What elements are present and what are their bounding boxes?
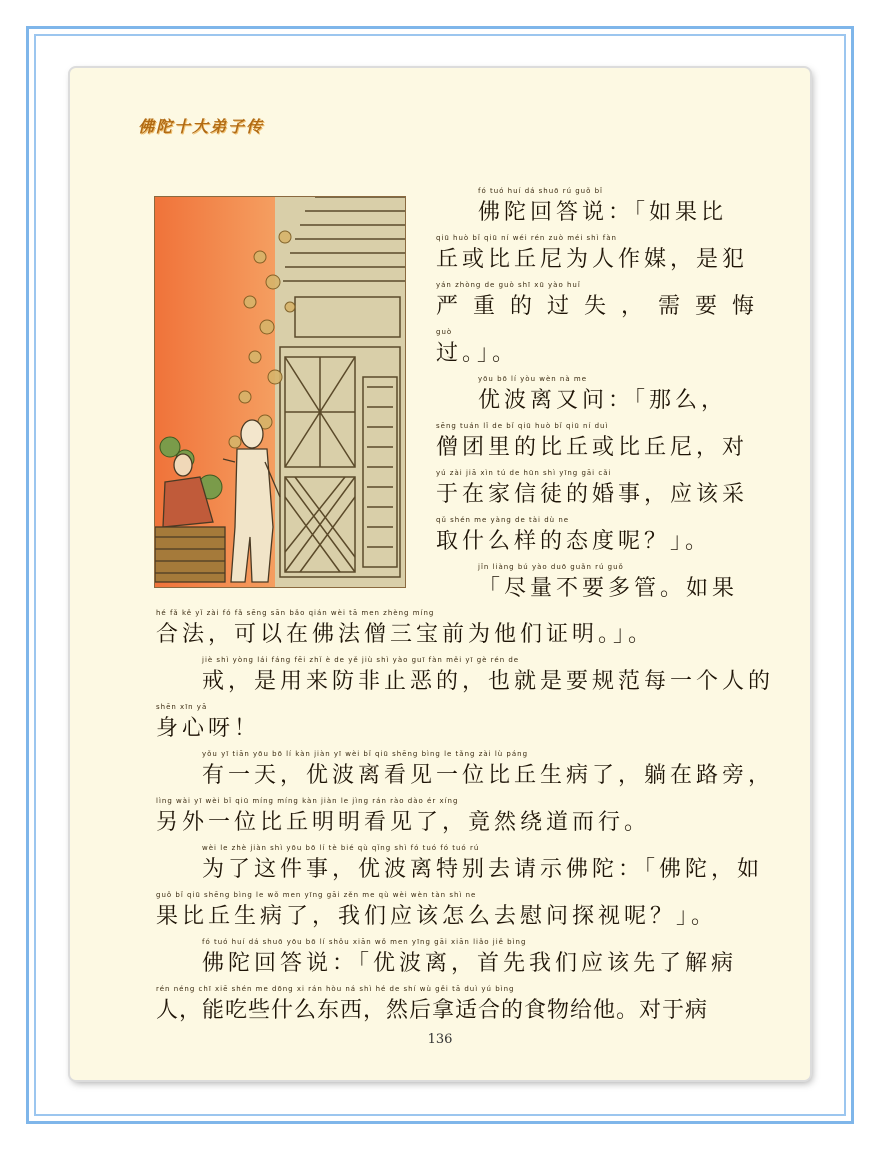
pinyin-line-8: qǔ shén me yàng de tài dù ne <box>436 516 570 524</box>
monk-at-doorway-illustration <box>154 196 406 588</box>
book-page <box>70 68 810 1080</box>
text-line-2: 丘或比丘尼为人作媒，是犯 <box>436 247 749 272</box>
pinyin-line-15: wèi le zhè jiàn shì yōu bō lí tè bié qù qǐng shì fó tuó fó tuó rú <box>202 844 480 852</box>
text-line-9: 「尽量不要多管。如果 <box>478 576 739 601</box>
pinyin-line-2: qiū huò bǐ qiū ní wéi rén zuò méi shì fàn <box>436 234 617 242</box>
text-line-15: 为了这件事，优波离特别去请示佛陀：「佛陀，如 <box>202 857 764 882</box>
text-line-3: 严 重 的 过 失 ， 需 要 悔 <box>436 294 758 319</box>
text-line-14: 另外一位比丘明明看见了，竟然绕道而行。 <box>156 810 651 835</box>
text-line-10: 合法，可以在佛法僧三宝前为他们证明。」。 <box>156 622 655 647</box>
text-line-5: 优波离又问：「那么， <box>478 388 728 413</box>
pinyin-line-13: yǒu yī tiān yōu bō lí kàn jiàn yī wèi bǐ qiū shēng bìng le tǎng zài lù páng <box>202 750 529 758</box>
text-line-13: 有一天，优波离看见一位比丘生病了，躺在路旁， <box>202 763 775 788</box>
pinyin-line-9: jǐn liàng bú yào duō guǎn rú guǒ <box>478 563 624 571</box>
text-line-12: 身心呀！ <box>156 716 261 741</box>
text-line-16: 果比丘生病了，我们应该怎么去慰问探视呢？」。 <box>156 904 718 929</box>
text-line-11: 戒，是用来防非止恶的，也就是要规范每一个人的 <box>202 669 775 694</box>
page-number: 136 <box>427 1032 453 1047</box>
text-line-1: 佛陀回答说：「如果比 <box>478 200 728 225</box>
pinyin-line-6: sēng tuán lǐ de bǐ qiū huò bǐ qiū ní duì <box>436 422 609 430</box>
text-line-7: 于在家信徒的婚事，应该采 <box>436 482 749 507</box>
text-line-6: 僧团里的比丘或比丘尼，对 <box>436 435 749 460</box>
pinyin-line-14: lìng wài yī wèi bǐ qiū míng míng kàn jiàn le jìng rán rào dào ér xíng <box>156 797 459 805</box>
text-line-4: 过。」。 <box>436 341 519 366</box>
pinyin-line-18: rén néng chī xiē shén me dōng xi rán hòu ná shì hé de shí wù gěi tā duì yú bìng <box>156 985 515 993</box>
pinyin-line-1: fó tuó huí dá shuō rú guǒ bǐ <box>478 187 604 195</box>
text-line-8: 取什么样的态度呢？」。 <box>436 529 712 554</box>
pinyin-line-16: guǒ bǐ qiū shēng bìng le wǒ men yīng gāi zěn me qù wèi wèn tàn shì ne <box>156 891 477 899</box>
pinyin-line-17: fó tuó huí dá shuō yōu bō lí shǒu xiān wǒ men yīng gāi xiān liǎo jiě bìng <box>202 938 527 946</box>
pinyin-line-3: yán zhòng de guò shī xū yào huǐ <box>436 281 581 289</box>
pinyin-line-11: jiè shì yòng lái fáng fēi zhǐ è de yě jiù shì yào guī fàn měi yī gè rén de <box>202 656 520 664</box>
pinyin-line-4: guò <box>436 328 453 336</box>
book-title-header: 佛陀十大弟子传 <box>138 117 265 136</box>
pinyin-line-10: hé fǎ kě yǐ zài fó fǎ sēng sān bǎo qián wèi tā men zhèng míng <box>156 609 435 617</box>
pinyin-line-7: yú zài jiā xìn tú de hūn shì yīng gāi cǎi <box>436 469 612 477</box>
text-line-17: 佛陀回答说：「优波离，首先我们应该先了解病 <box>202 951 738 976</box>
text-line-18: 人，能吃些什么东西，然后拿适合的食物给他。对于病 <box>156 998 709 1023</box>
pinyin-line-5: yōu bō lí yòu wèn nà me <box>478 375 588 383</box>
pinyin-line-12: shēn xīn yā <box>156 703 208 711</box>
